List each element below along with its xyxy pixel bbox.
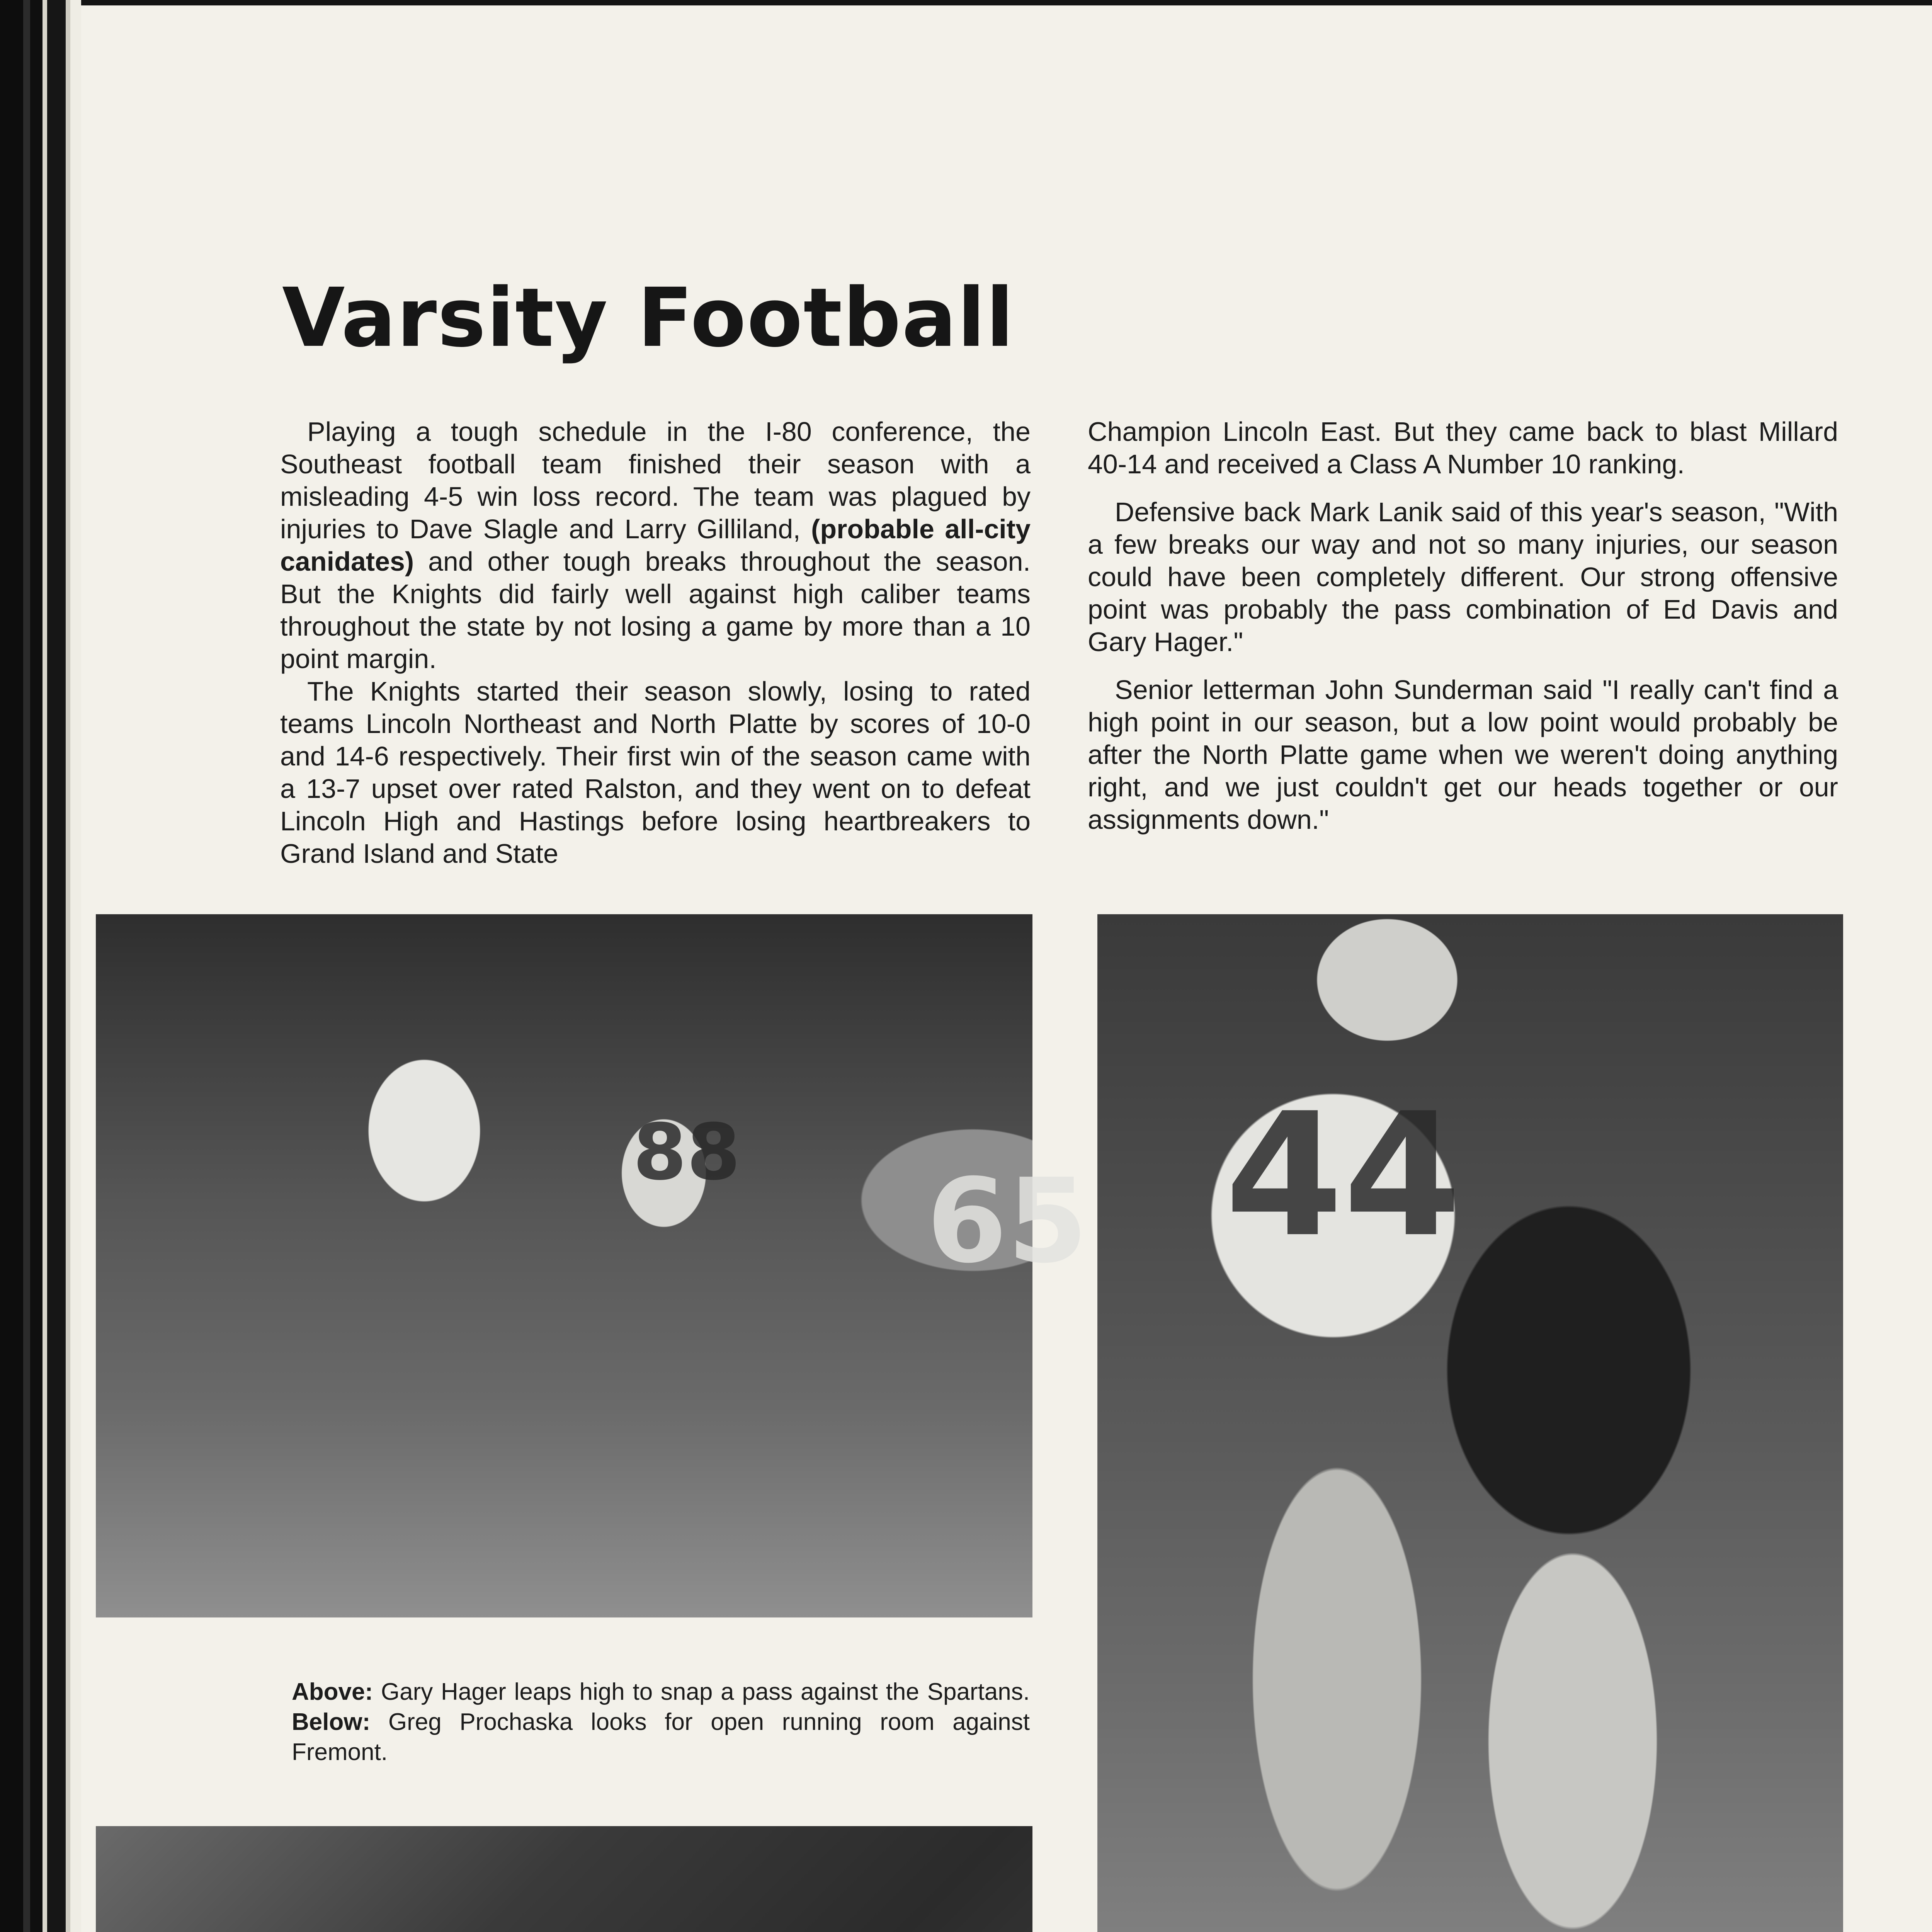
article-paragraph-2 bbox=[280, 675, 1031, 870]
page-title: Varsity Football bbox=[282, 270, 1015, 365]
article-paragraph-4: Defensive back Mark Lanik said of this year's season, "With a few breaks our way and not so many injuries, our season could have been completely different. Our strong offensive point was probably the pass combination of Ed Davis and Gary Hager." bbox=[1088, 497, 1838, 657]
photo-injured-player bbox=[1097, 914, 1843, 1932]
article-paragraph-3: Champion Lincoln East. But they came back to blast Millard 40-14 and received a Class A Number 10 ranking. bbox=[1088, 417, 1838, 479]
article-column-left bbox=[280, 415, 1031, 870]
caption-label: Below: bbox=[292, 1709, 371, 1735]
article-text-run: The Knights started their season slowly, losing to rated teams Lincoln Northeast and North Platte by scores of 10-0 and 14-6 respectively. Their first win of the season came with a 13-7 upset over rated Ralston, and they went on to defeat Lincoln High and Hastings before losing heartbreakers to Grand Island and State bbox=[280, 676, 1031, 869]
article-column-right bbox=[1088, 415, 1838, 836]
article-paragraph-5: Senior letterman John Sunderman said "I really can't find a high point in our season, but a low point would probably be after the North Platte game when we weren't doing anything right, and we just couldn't get our heads together or our assignments down." bbox=[1088, 675, 1838, 835]
caption-text: Gary Hager leaps high to snap a pass against the Spartans. bbox=[373, 1679, 1030, 1705]
book-spine bbox=[0, 0, 81, 1932]
article-bold-run: (probable all-city canidates) bbox=[280, 514, 1031, 577]
caption-text: Greg Prochaska looks for open running room against Fremont. bbox=[292, 1709, 1030, 1765]
page-top-edge bbox=[0, 0, 1932, 5]
photo-running-back bbox=[96, 1826, 1032, 1932]
photo-pass-catch bbox=[96, 914, 1088, 1617]
article-paragraph-1 bbox=[280, 415, 1031, 675]
caption-label: Above: bbox=[292, 1679, 373, 1705]
caption-photos-left bbox=[292, 1677, 1030, 1767]
article-text-run: and other tough breaks throughout the season. But the Knights did fairly well against high caliber teams throughout the state by not losing a game by more than a 10 point margin. bbox=[280, 546, 1031, 674]
article-text-run: Playing a tough schedule in the I-80 conference, the Southeast football team finished their season with a misleading 4-5 win loss record. The team was plagued by injuries to Dave Slagle and Larry Gilliland, bbox=[280, 417, 1031, 544]
jersey-number: 65 bbox=[927, 1154, 1088, 1289]
jersey-number: 44 bbox=[1225, 1077, 1462, 1274]
jersey-number: 88 bbox=[633, 1107, 741, 1197]
